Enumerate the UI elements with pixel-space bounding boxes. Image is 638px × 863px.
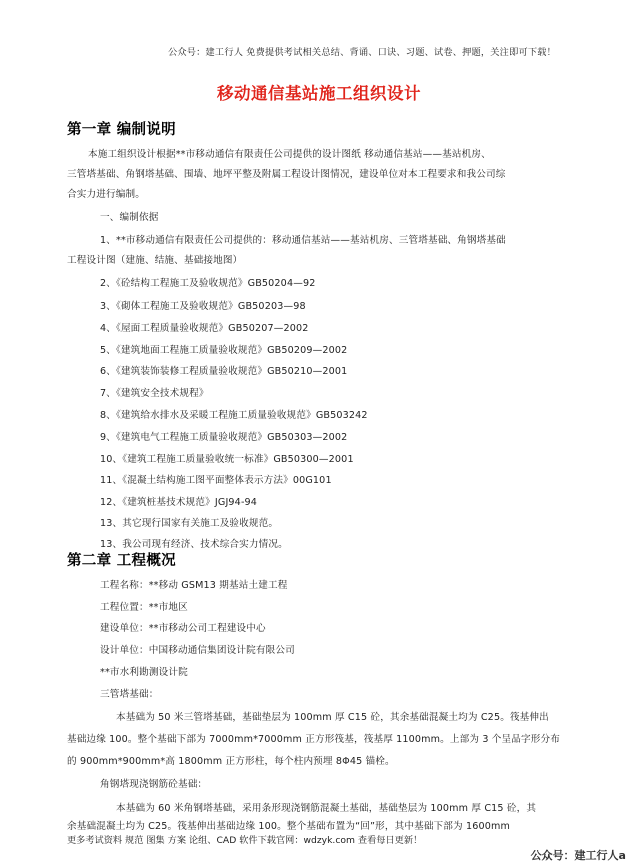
basis-item: 工程设计图（建施、结施、基础接地图） (67, 255, 243, 266)
chapter1-intro-line: 三管塔基础、角钢塔基础、围墙、地坪平整及附属工程设计图情况，建设单位对本工程要求和我公司综 (67, 169, 506, 180)
tube-tower-text: 基础边缘 100。整个基础下部为 7000mm*7000mm 正方形筏基，筏基厚 1100mm。上部为 3 个呈品字形分布 (67, 734, 560, 745)
basis-heading: 一、编制依据 (100, 212, 159, 223)
angle-tower-label: 角钢塔现浇钢筋砼基础： (100, 779, 208, 790)
footer-download-notice: 更多考试资料 规范 图集 方案 论组、CAD 软件下载官网：wdzyk.com 查看每日更新！ (67, 835, 423, 846)
basis-item: 12、《建筑桩基技术规范》JGJ94-94 (100, 497, 258, 508)
basis-item: 3、《砌体工程施工及验收规范》GB50203—98 (100, 301, 306, 312)
basis-item: 11、《混凝土结构施工图平面整体表示方法》00G101 (100, 475, 332, 486)
footer-watermark: 公众号：建工行人a (530, 849, 626, 862)
project-designer: 设计单位：中国移动通信集团设计院有限公司 (100, 645, 295, 656)
document-title: 移动通信基站施工组织设计 (217, 84, 421, 103)
tube-tower-text: 的 900mm*900mm*高 1800mm 正方形柱，每个柱内预埋 8Φ45 锚栓。 (67, 756, 395, 767)
chapter1-intro-line: 合实力进行编制。 (67, 189, 145, 200)
basis-item: 9、《建筑电气工程施工质量验收规范》GB50303—2002 (100, 432, 348, 443)
basis-item: 8、《建筑给水排水及采暖工程施工质量验收规范》GB503242 (100, 410, 368, 421)
chapter1-heading: 第一章 编制说明 (67, 122, 176, 138)
tube-tower-text: 本基础为 50 米三管塔基础，基础垫层为 100mm 厚 C15 砼，其余基础混凝土均为 C25。筏基伸出 (116, 712, 549, 723)
angle-tower-text: 本基础为 60 米角钢塔基础，采用条形现浇钢筋混凝土基础，基础垫层为 100mm 厚 C15 砼，其 (116, 803, 537, 814)
chapter1-intro-line: 本施工组织设计根据**市移动通信有限责任公司提供的设计图纸 移动通信基站——基站机房、 (88, 149, 491, 160)
basis-item: 7、《建筑安全技术规程》 (100, 388, 209, 399)
project-name: 工程名称：**移动 GSM13 期基站土建工程 (100, 580, 288, 591)
basis-item: 10、《建筑工程施工质量验收统一标准》GB50300—2001 (100, 454, 354, 465)
basis-item: 1、**市移动通信有限责任公司提供的：移动通信基站——基站机房、三管塔基础、角钢塔基础 (100, 235, 506, 246)
basis-item: 5、《建筑地面工程施工质量验收规范》GB50209—2002 (100, 345, 348, 356)
basis-item: 13、其它现行国家有关施工及验收规范。 (100, 518, 279, 529)
project-location: 工程位置：**市地区 (100, 602, 188, 613)
angle-tower-text: 余基础混凝土均为 C25。筏基伸出基础边缘 100。整个基础布置为“回”形，其中基础下部为 1600mm (67, 821, 510, 832)
basis-item: 4、《屋面工程质量验收规范》GB50207—2002 (100, 323, 309, 334)
basis-item: 13、我公司现有经济、技术综合实力情况。 (100, 539, 288, 550)
project-surveyor: **市水利勘测设计院 (100, 667, 188, 678)
project-builder: 建设单位：**市移动公司工程建设中心 (100, 623, 266, 634)
chapter2-heading: 第二章 工程概况 (67, 553, 176, 569)
basis-item: 6、《建筑装饰装修工程质量验收规范》GB50210—2001 (100, 366, 348, 377)
header-notice: 公众号：建工行人 免费提供考试相关总结、背诵、口诀、习题、试卷、押题，关注即可下载！ (168, 47, 557, 58)
basis-item: 2、《砼结构工程施工及验收规范》GB50204—92 (100, 278, 316, 289)
tube-tower-label: 三管塔基础： (100, 689, 159, 700)
